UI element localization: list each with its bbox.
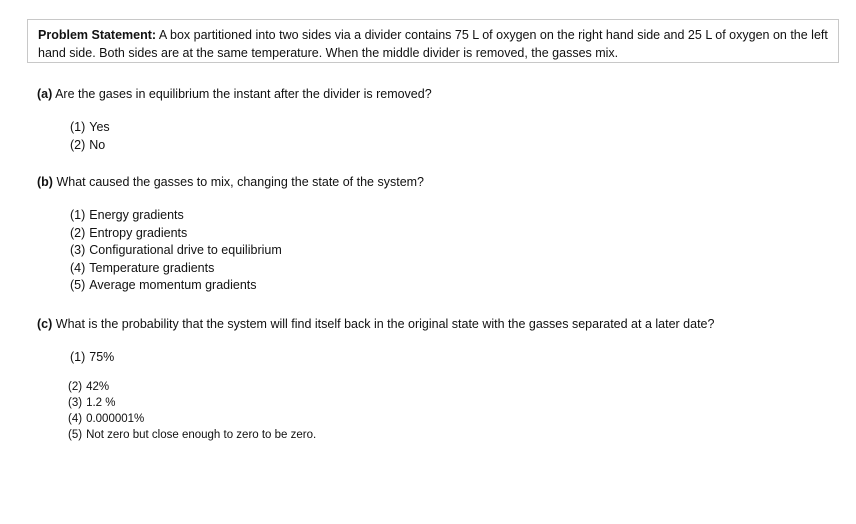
question-c-options-first (70, 349, 114, 367)
option-text: 42% (86, 381, 110, 393)
option-c-3[interactable] (68, 395, 316, 411)
question-a-label: (a) (37, 87, 53, 101)
question-b (37, 174, 424, 190)
option-c-5[interactable] (68, 427, 316, 443)
option-text: No (89, 137, 106, 152)
option-text: 0.000001% (86, 413, 145, 425)
question-b-text: What caused the gasses to mix, changing the state of the system? (56, 175, 425, 189)
question-b-options (70, 207, 282, 295)
option-text: Energy gradients (89, 208, 184, 222)
question-c-text: What is the probability that the system will find itself back in the original state with the gasses separated at a later date? (55, 317, 715, 331)
option-number: (2) (70, 137, 86, 152)
option-number: (5) (70, 278, 86, 292)
option-text: 1.2 % (86, 397, 116, 409)
option-text: 75% (89, 350, 115, 364)
option-number: (1) (70, 208, 86, 222)
option-b-2[interactable] (70, 225, 282, 243)
option-number: (5) (68, 429, 83, 441)
option-a-1[interactable] (70, 119, 110, 137)
option-text: Not zero but close enough to zero to be zero. (86, 429, 317, 441)
problem-statement-label: Problem Statement: (38, 28, 157, 42)
option-c-1[interactable] (70, 349, 114, 367)
problem-statement-text: A box partitioned into two sides via a divider contains 75 L of oxygen on the right hand side and 25 L of oxygen on the left hand side. Both sides are at the same temperature. When the middle divider is removed, the gasses mix. (38, 28, 828, 60)
option-text: Configurational drive to equilibrium (89, 243, 282, 257)
question-b-label: (b) (37, 175, 53, 189)
option-text: Entropy gradients (89, 225, 188, 240)
option-number: (1) (70, 350, 86, 364)
option-text: Yes (89, 120, 110, 134)
question-c-label: (c) (37, 317, 53, 331)
option-number: (3) (70, 243, 86, 257)
option-b-3[interactable] (70, 242, 282, 260)
option-text: Temperature gradients (89, 260, 215, 275)
option-text: Average momentum gradients (89, 278, 257, 292)
option-b-5[interactable] (70, 277, 282, 295)
option-number: (3) (68, 397, 83, 409)
question-a (37, 86, 432, 102)
option-number: (2) (68, 381, 83, 393)
option-number: (4) (70, 260, 86, 275)
option-number: (2) (70, 225, 86, 240)
option-c-4[interactable] (68, 411, 316, 427)
question-c-options-rest (68, 379, 316, 443)
option-number: (4) (68, 413, 83, 425)
question-a-options (70, 119, 110, 154)
question-c (37, 316, 714, 332)
option-c-2[interactable] (68, 379, 316, 395)
option-a-2[interactable] (70, 137, 110, 155)
option-number: (1) (70, 120, 86, 134)
question-a-text: Are the gases in equilibrium the instant after the divider is removed? (55, 87, 432, 101)
option-b-1[interactable] (70, 207, 282, 225)
option-b-4[interactable] (70, 260, 282, 278)
problem-statement (27, 19, 839, 63)
